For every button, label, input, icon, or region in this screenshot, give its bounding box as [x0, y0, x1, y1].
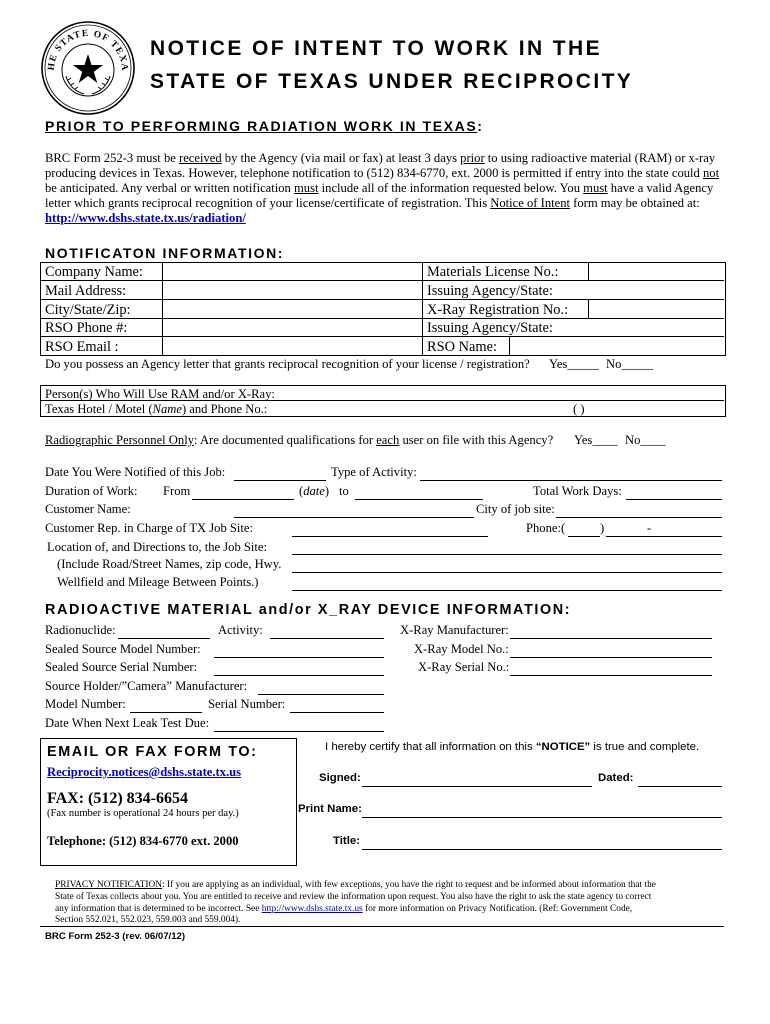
intro-text-underlined: must [583, 181, 608, 195]
radiographic-text: : Are documented qualifications for [194, 433, 377, 447]
privacy-line-1 [55, 880, 656, 890]
intro-line-2 [45, 166, 719, 181]
from-date-field[interactable] [192, 485, 294, 500]
intro-text: by the Agency (via mail or fax) at least 3 days [221, 151, 461, 165]
privacy-text: : If you are applying as an individual, with few exceptions, you have the right to request and be informed about information that the [162, 880, 656, 890]
label-from: From [163, 484, 191, 498]
fax-note: (Fax number is operational 24 hours per day.) [47, 808, 239, 819]
label-title: Title: [333, 835, 361, 847]
reciprocal-question: Do you possess an Agency letter that grants reciprocal recognition of your license / registration? [45, 357, 530, 371]
rso-email-field[interactable] [165, 339, 423, 355]
rep-phone-number-field[interactable] [606, 522, 722, 537]
texas-state-seal-icon [40, 20, 136, 116]
intro-text: form may be obtained at: [570, 196, 700, 210]
label-persons: Person(s) Who Will Use RAM and/or X-Ray: [45, 387, 275, 401]
label-print-name: Print Name: [298, 803, 362, 815]
label-xray-registration: X-Ray Registration No.: [427, 302, 569, 318]
label-rso-name: RSO Name: [427, 339, 497, 355]
radiographic-text: user on file with this Agency? [399, 433, 554, 447]
issuing-agency-2-field[interactable] [592, 320, 724, 336]
label-materials-license: Materials License No.: [427, 264, 559, 280]
mail-address-field[interactable] [165, 283, 423, 299]
customer-name-field[interactable] [234, 503, 474, 518]
label-type-of-activity: Type of Activity: [331, 465, 417, 479]
notification-heading: NOTIFICATON INFORMATION: [45, 245, 285, 261]
reciprocal-yes[interactable]: Yes_____ [549, 357, 599, 371]
privacy-heading: PRIVACY NOTIFICATION [55, 880, 163, 890]
print-name-field[interactable] [362, 803, 722, 818]
label-rso-phone: RSO Phone #: [45, 320, 128, 336]
model-number-field[interactable] [130, 698, 202, 713]
phone-dash: - [647, 521, 652, 535]
date-notified-field[interactable] [234, 466, 326, 481]
radionuclide-field[interactable] [118, 624, 210, 639]
form-rev-text: (rev. 06/07/12) [119, 931, 186, 942]
activity-field[interactable] [270, 624, 384, 639]
prior-heading [45, 118, 484, 134]
label-customer-name: Customer Name: [45, 502, 131, 516]
privacy-text: for more information on Privacy Notification. (Ref: Government Code, [362, 904, 633, 914]
label-serial-number: Serial Number: [208, 697, 286, 711]
intro-text: letter which grants reciprocal recognition of your license/certificate of registration. This [45, 196, 491, 210]
device-heading: RADIOACTIVE MATERIAL and/or X_RAY DEVICE INFORMATION: [45, 602, 572, 618]
reciprocal-no[interactable]: No_____ [606, 357, 653, 371]
label-xray-model: X-Ray Model No.: [414, 642, 509, 656]
label-leak-test: Date When Next Leak Test Due: [45, 716, 210, 730]
label-signed: Signed: [319, 772, 361, 784]
label-duration: Duration of Work: [45, 484, 138, 498]
fax-number: FAX: (512) 834-6654 [47, 790, 189, 807]
intro-text: have a valid Agency [607, 181, 714, 195]
xray-registration-field[interactable] [592, 302, 724, 318]
email-link[interactable] [47, 765, 241, 780]
intro-text-underlined: received [179, 151, 222, 165]
label-sealed-serial: Sealed Source Serial Number: [45, 660, 198, 674]
radiation-url-text[interactable]: http://www.dshs.state.tx.us/radiation/ [45, 211, 246, 225]
label-hotel [45, 402, 267, 417]
form-title-line1: NOTICE OF INTENT TO WORK IN THE [150, 37, 602, 60]
xray-manufacturer-field[interactable] [510, 624, 712, 639]
radiographic-yes[interactable]: Yes____ [574, 433, 618, 447]
label-xray-manufacturer: X-Ray Manufacturer: [400, 623, 509, 637]
to-date-field[interactable] [355, 485, 483, 500]
label-customer-rep: Customer Rep. in Charge of TX Job Site: [45, 521, 254, 535]
label-location-2: (Include Road/Street Names, zip code, Hwy. [57, 557, 282, 571]
intro-line-4 [45, 196, 700, 211]
intro-text: be anticipated. Any verbal or written notification [45, 181, 294, 195]
label-radionuclide: Radionuclide: [45, 623, 116, 637]
intro-line-1 [45, 151, 715, 166]
city-state-zip-field[interactable] [165, 302, 423, 318]
location-line-3-field[interactable] [292, 576, 722, 591]
prior-heading-text: PRIOR TO PERFORMING RADIATION WORK IN TEXAS [45, 118, 478, 134]
hotel-label-text: ) and Phone No.: [181, 402, 268, 416]
intro-text-underlined: prior [460, 151, 485, 165]
form-title-line2: STATE OF TEXAS UNDER RECIPROCITY [150, 70, 634, 93]
privacy-text: any information that is determined to be incorrect. See [55, 904, 262, 914]
hotel-label-italic: Name [152, 402, 182, 416]
materials-license-field[interactable] [592, 264, 724, 280]
form-number [45, 931, 185, 942]
radiation-url-link[interactable] [45, 211, 246, 226]
radiographic-label: Radiographic Personnel Only [45, 433, 194, 447]
label-issuing-agency-1: Issuing Agency/State: [427, 283, 553, 299]
intro-text: include all of the information requested below. You [318, 181, 584, 195]
xray-model-field[interactable] [510, 643, 712, 658]
label-sealed-model: Sealed Source Model Number: [45, 642, 201, 656]
intro-text: to using radioactive material (RAM) or x-ray [484, 151, 716, 165]
label-location-1: Location of, and Directions to, the Job Site: [47, 540, 267, 554]
label-issuing-agency-2: Issuing Agency/State: [427, 320, 553, 336]
customer-rep-field[interactable] [292, 522, 488, 537]
city-of-job-field[interactable] [556, 503, 722, 518]
label-source-holder: Source Holder/”Camera” Manufacturer: [45, 679, 248, 693]
serial-number-field[interactable] [290, 698, 384, 713]
certify-notice-bold: “NOTICE” [535, 741, 591, 753]
seal-ring-text: HE STATE OF TEXA [46, 28, 130, 72]
privacy-line-3 [55, 904, 632, 914]
signed-field[interactable] [362, 772, 592, 787]
label-company-name: Company Name: [45, 264, 143, 280]
radiographic-question [45, 433, 553, 448]
certify-statement [325, 741, 699, 753]
intro-line-3 [45, 181, 713, 196]
intro-text-underlined: must [294, 181, 319, 195]
rso-name-field[interactable] [512, 339, 724, 355]
label-activity: Activity: [218, 623, 263, 637]
label-model-number: Model Number: [45, 697, 126, 711]
location-line-1-field[interactable] [292, 540, 722, 555]
footer-divider [40, 926, 724, 927]
privacy-link[interactable]: http://www.dshs.state.tx.us [261, 904, 363, 914]
telephone-number: Telephone: (512) 834-6770 ext. 2000 [47, 834, 239, 848]
location-line-2-field[interactable] [292, 558, 722, 573]
dated-field[interactable] [638, 772, 722, 787]
intro-text-underlined: not [703, 166, 720, 180]
total-days-field[interactable] [626, 485, 722, 500]
rso-phone-field[interactable] [165, 320, 423, 336]
send-heading: EMAIL OR FAX FORM TO: [47, 744, 258, 760]
email-link-text[interactable]: Reciprocity.notices@dshs.state.tx.us [47, 765, 242, 779]
persons-field[interactable] [292, 387, 724, 401]
label-rso-email: RSO Email : [45, 339, 119, 355]
label-xray-serial: X-Ray Serial No.: [418, 660, 510, 674]
leak-test-field[interactable] [214, 717, 384, 732]
source-holder-field[interactable] [258, 680, 384, 695]
certify-text: I hereby certify that all information on this [325, 741, 536, 753]
prior-heading-colon: : [477, 118, 484, 134]
label-date-notified: Date You Were Notified of this Job: [45, 465, 226, 479]
type-of-activity-field[interactable] [420, 466, 722, 481]
issuing-agency-1-field[interactable] [592, 283, 724, 299]
certify-text: is true and complete. [590, 741, 700, 753]
intro-text: BRC Form 252-3 must be [45, 151, 179, 165]
label-location-3: Wellfield and Mileage Between Points.) [57, 575, 259, 589]
intro-text-underlined: Notice of Intent [490, 196, 571, 210]
hotel-label-text: Texas Hotel / Motel ( [45, 402, 153, 416]
radiographic-text-underlined: each [376, 433, 400, 447]
hotel-phone-paren: ( ) [573, 402, 585, 416]
label-date-hint: (date) [299, 484, 330, 498]
label-dated: Dated: [598, 772, 634, 784]
sealed-model-field[interactable] [214, 643, 384, 658]
xray-serial-field[interactable] [510, 661, 712, 676]
form-number-text: BRC Form 252-3 [45, 931, 120, 942]
title-field[interactable] [362, 835, 722, 850]
label-mail-address: Mail Address: [45, 283, 127, 299]
radiographic-no[interactable]: No____ [625, 433, 666, 447]
label-phone: Phone:( [526, 521, 566, 535]
date-hint-text: date [303, 484, 325, 498]
phone-paren-close: ) [600, 521, 605, 535]
sealed-serial-field[interactable] [214, 661, 384, 676]
privacy-line-4: Section 552.021, 552.023, 559.003 and 559.004). [55, 915, 241, 925]
hotel-phone-field[interactable] [292, 402, 566, 416]
label-city-of-job: City of job site: [476, 502, 555, 516]
privacy-line-2: State of Texas collects about you. You are entitled to receive and review the information upon request. You also have the right to ask the state agency to correct [55, 892, 652, 902]
label-to: to [339, 484, 349, 498]
rep-phone-area-field[interactable] [568, 522, 600, 537]
company-name-field[interactable] [165, 264, 423, 280]
label-city-state-zip: City/State/Zip: [45, 302, 131, 318]
intro-text: producing devices in Texas. However, telephone notification to (512) 834-6770, ext. 2000 is permitted if entry into the state could [45, 166, 703, 180]
label-total-days: Total Work Days: [533, 484, 622, 498]
svg-text:THE STATE OF TEXAS [40, 20, 129, 72]
